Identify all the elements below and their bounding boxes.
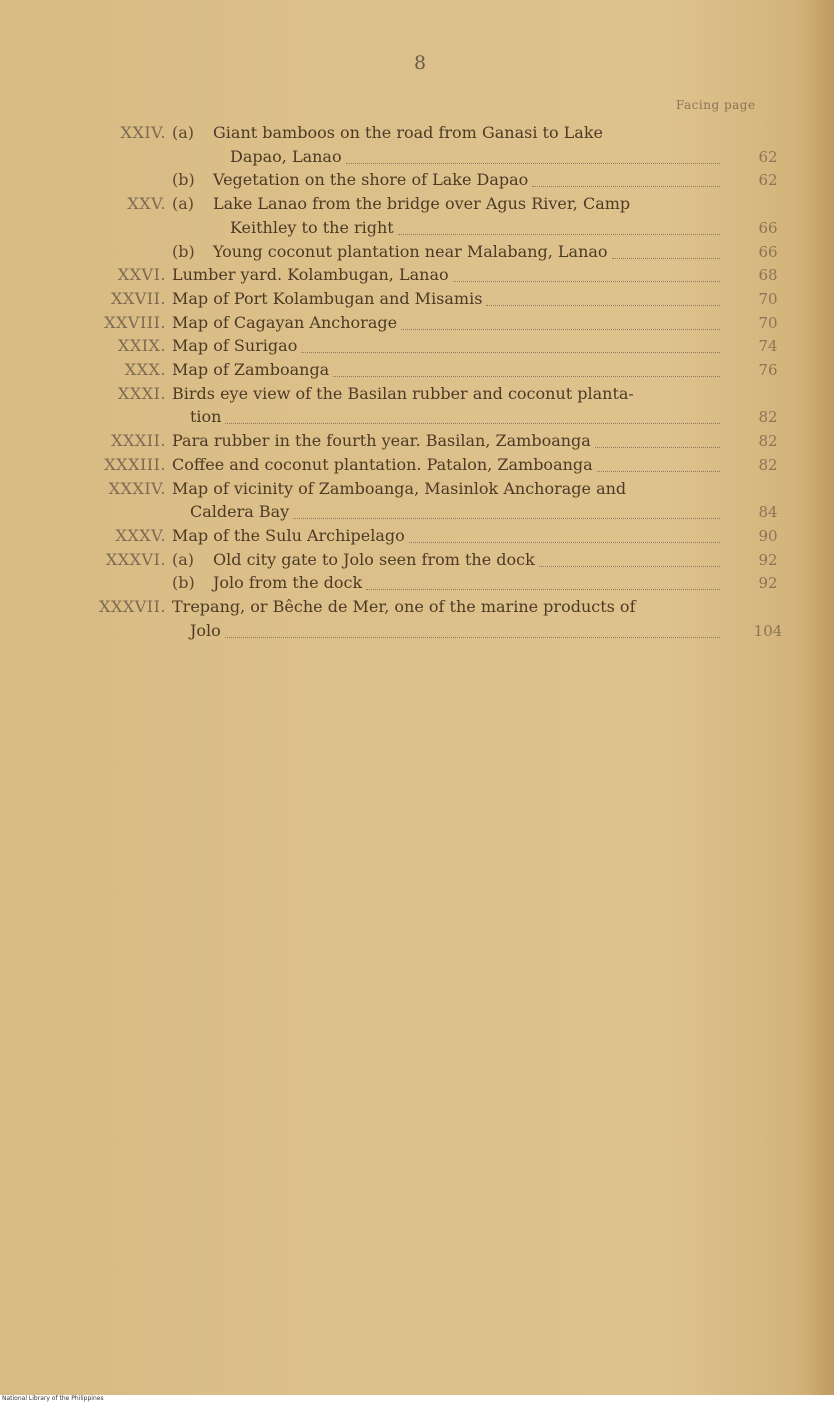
dot-leader xyxy=(597,470,720,472)
list-item xyxy=(0,571,834,595)
plate-number: XXIX. xyxy=(117,336,166,356)
plate-number: XXVII. xyxy=(110,288,166,308)
plate-number: XXX. xyxy=(124,360,166,379)
entry-title: Para rubber in the fourth year. Basilan, Zamboanga xyxy=(172,431,591,451)
facing-page-number: 82 xyxy=(758,408,778,427)
facing-page-number: 90 xyxy=(758,526,778,545)
dot-leader xyxy=(453,280,720,282)
entry-title: Map of Zamboanga xyxy=(172,360,330,379)
plate-number: XXXII. xyxy=(111,431,166,451)
list-item xyxy=(0,453,834,477)
facing-page-number: 92 xyxy=(758,550,778,569)
facing-page-number: 92 xyxy=(758,574,778,593)
entry-title: Dapao, Lanao xyxy=(230,146,342,166)
facing-page-number: 82 xyxy=(758,432,778,451)
entry-title: Map of Port Kolambugan and Misamis xyxy=(172,288,483,308)
page-number: 8 xyxy=(413,52,427,74)
facing-page-number: 66 xyxy=(758,218,778,237)
sub-label: (a) xyxy=(172,549,195,569)
list-item xyxy=(0,334,834,358)
list-item xyxy=(0,619,834,643)
list-item xyxy=(0,595,834,619)
list-item xyxy=(0,548,834,572)
entry-title: Map of the Sulu Archipelago xyxy=(172,525,405,545)
facing-page-number: 66 xyxy=(758,242,778,261)
dot-leader xyxy=(225,636,720,638)
entry-title: Map of Surigao xyxy=(172,336,298,356)
dot-leader xyxy=(595,446,720,448)
entry-title: Lumber yard. Kolambugan, Lanao xyxy=(172,265,449,285)
plate-number: XXXIII. xyxy=(104,454,166,474)
dot-leader xyxy=(301,351,720,353)
entry-title: Lake Lanao from the bridge over Agus River, Camp xyxy=(213,194,631,214)
dot-leader xyxy=(401,328,720,330)
footer-credit: National Library of the Philippines xyxy=(0,1395,834,1403)
list-item xyxy=(0,429,834,453)
facing-page-number: 68 xyxy=(758,266,778,285)
list-item xyxy=(0,263,834,287)
list-item xyxy=(0,216,834,240)
facing-page-number: 62 xyxy=(758,147,778,166)
entry-title: Map of vicinity of Zamboanga, Masinlok Anchorage and xyxy=(172,478,627,498)
facing-page-number: 70 xyxy=(758,289,778,308)
list-item xyxy=(0,382,834,406)
entry-title: Old city gate to Jolo seen from the dock xyxy=(213,549,535,569)
entry-title: Map of Cagayan Anchorage xyxy=(172,312,398,332)
sub-label: (b) xyxy=(172,573,195,593)
dot-leader xyxy=(293,517,720,519)
plate-number: XXVI. xyxy=(117,265,166,285)
list-item xyxy=(0,524,834,548)
facing-page-number: 76 xyxy=(758,361,778,379)
list-item xyxy=(0,145,834,169)
plate-number: XXIV. xyxy=(120,123,166,142)
entry-title: Jolo xyxy=(190,620,221,640)
entry-title: Trepang, or Bêche de Mer, one of the marine products of xyxy=(172,597,636,616)
plate-number: XXV. xyxy=(127,194,166,214)
entry-title: Caldera Bay xyxy=(190,502,290,522)
facing-page-number: 82 xyxy=(758,455,778,474)
entry-title: Keithley to the right xyxy=(230,217,394,237)
list-item xyxy=(0,192,834,216)
list-item xyxy=(0,311,834,335)
entry-title: Giant bamboos on the road from Ganasi to Lake xyxy=(213,123,603,142)
entry-title: Young coconut plantation near Malabang, Lanao xyxy=(213,241,608,261)
plate-number: XXXVII. xyxy=(99,597,166,616)
dot-leader xyxy=(333,375,720,377)
plate-number: XXXIV. xyxy=(108,478,166,498)
list-item xyxy=(0,500,834,524)
entry-title: Coffee and coconut plantation. Patalon, Zamboanga xyxy=(172,454,593,474)
dot-leader xyxy=(398,233,720,235)
sub-label: (b) xyxy=(172,170,195,190)
dot-leader xyxy=(539,565,720,567)
sub-label: (a) xyxy=(172,194,195,214)
entry-title: tion xyxy=(190,407,222,427)
list-item xyxy=(0,477,834,501)
column-header: Facing page xyxy=(676,98,756,112)
list-item xyxy=(0,358,834,382)
facing-page-number: 62 xyxy=(758,171,778,190)
facing-page-number: 104 xyxy=(753,621,783,640)
entry-title: Jolo from the dock xyxy=(213,573,363,593)
list-item xyxy=(0,240,834,264)
plate-number: XXVIII. xyxy=(104,312,166,332)
dot-leader xyxy=(486,304,720,306)
facing-page-number: 84 xyxy=(758,503,778,522)
facing-page-number: 70 xyxy=(758,313,778,332)
list-item xyxy=(0,287,834,311)
dot-leader xyxy=(346,162,720,164)
plate-number: XXXI. xyxy=(117,383,166,403)
list-item xyxy=(0,168,834,192)
entry-title: Vegetation on the shore of Lake Dapao xyxy=(213,170,529,190)
list-item xyxy=(0,405,834,429)
dot-leader xyxy=(532,185,720,187)
list-item xyxy=(0,121,834,145)
dot-leader xyxy=(225,422,720,424)
sub-label: (b) xyxy=(172,241,195,261)
entry-title: Birds eye view of the Basilan rubber and coconut planta- xyxy=(172,383,634,403)
plate-number: XXXVI. xyxy=(105,549,166,569)
dot-leader xyxy=(612,257,720,259)
dot-leader xyxy=(366,588,720,590)
dot-leader xyxy=(409,541,720,543)
facing-page-number: 74 xyxy=(758,337,778,356)
plate-number: XXXV. xyxy=(115,525,166,545)
sub-label: (a) xyxy=(172,123,195,142)
